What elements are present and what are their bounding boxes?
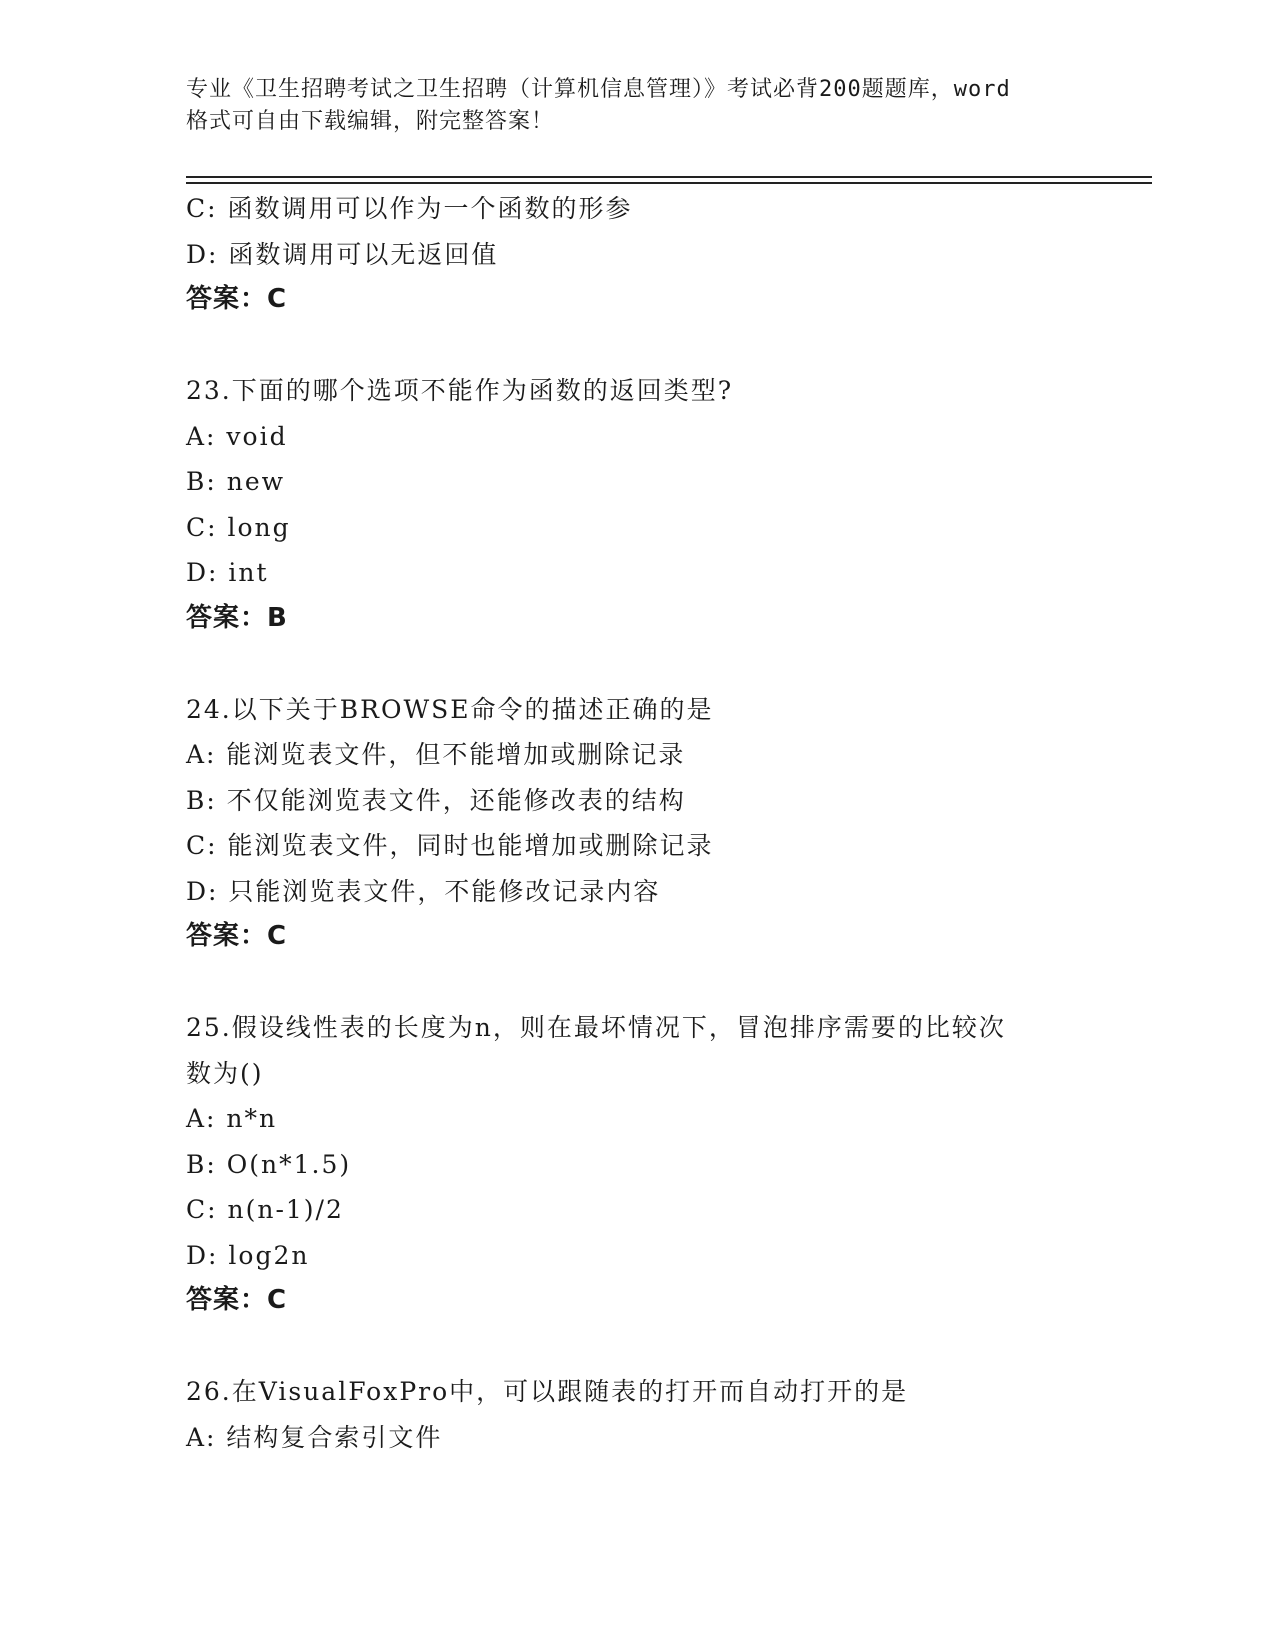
question-text: 24.以下关于BROWSE命令的描述正确的是	[186, 694, 714, 724]
option-c: C: 函数调用可以作为一个函数的形参	[186, 194, 633, 223]
option-c: C: long	[186, 512, 291, 542]
question-text: 25.假设线性表的长度为n，则在最坏情况下，冒泡排序需要的比较次	[186, 1013, 1006, 1042]
answer-line: 答案：B	[186, 602, 288, 633]
option-d: D: 函数调用可以无返回值	[186, 239, 499, 269]
option-a: A: n*n	[186, 1104, 278, 1133]
header-rule-bottom	[186, 182, 1152, 184]
question-text: 26.在VisualFoxPro中，可以跟随表的打开而自动打开的是	[186, 1377, 909, 1406]
option-c: C: 能浏览表文件，同时也能增加或删除记录	[186, 831, 714, 860]
question-text: 23.下面的哪个选项不能作为函数的返回类型?	[186, 376, 734, 405]
answer-line: 答案：C	[186, 284, 288, 314]
option-d: D: 只能浏览表文件，不能修改记录内容	[186, 876, 661, 906]
option-b: B: new	[186, 467, 286, 496]
question-block-22	[186, 186, 1086, 323]
answer-line: 答案：C	[186, 921, 288, 951]
header-line-2: 格式可自由下载编辑，附完整答案！	[186, 109, 555, 134]
block-spacer	[186, 960, 1086, 1006]
question-block-26	[186, 1369, 1086, 1460]
option-a: A: 结构复合索引文件	[186, 1422, 443, 1452]
option-b: B: 不仅能浏览表文件，还能修改表的结构	[186, 785, 686, 815]
option-d: D: log2n	[186, 1240, 310, 1270]
header-line-1: 专业《卫生招聘考试之卫生招聘（计算机信息管理）》考试必背200题题库，word	[186, 77, 1011, 102]
document-header	[186, 74, 1086, 138]
question-block-24	[186, 687, 1086, 960]
header-rule-top	[186, 176, 1152, 178]
option-d: D: int	[186, 558, 269, 587]
question-block-23	[186, 368, 1086, 641]
answer-line: 答案：C	[186, 1285, 288, 1315]
option-b: B: O(n*1.5)	[186, 1149, 352, 1179]
block-spacer	[186, 1324, 1086, 1370]
block-spacer	[186, 323, 1086, 369]
option-c: C: n(n-1)/2	[186, 1195, 344, 1224]
question-block-25	[186, 1005, 1086, 1324]
option-a: A: 能浏览表文件，但不能增加或删除记录	[186, 740, 686, 769]
block-spacer	[186, 641, 1086, 687]
question-list	[186, 186, 1086, 1460]
option-a: A: void	[186, 421, 288, 451]
question-text-continued: 数为()	[186, 1058, 264, 1088]
